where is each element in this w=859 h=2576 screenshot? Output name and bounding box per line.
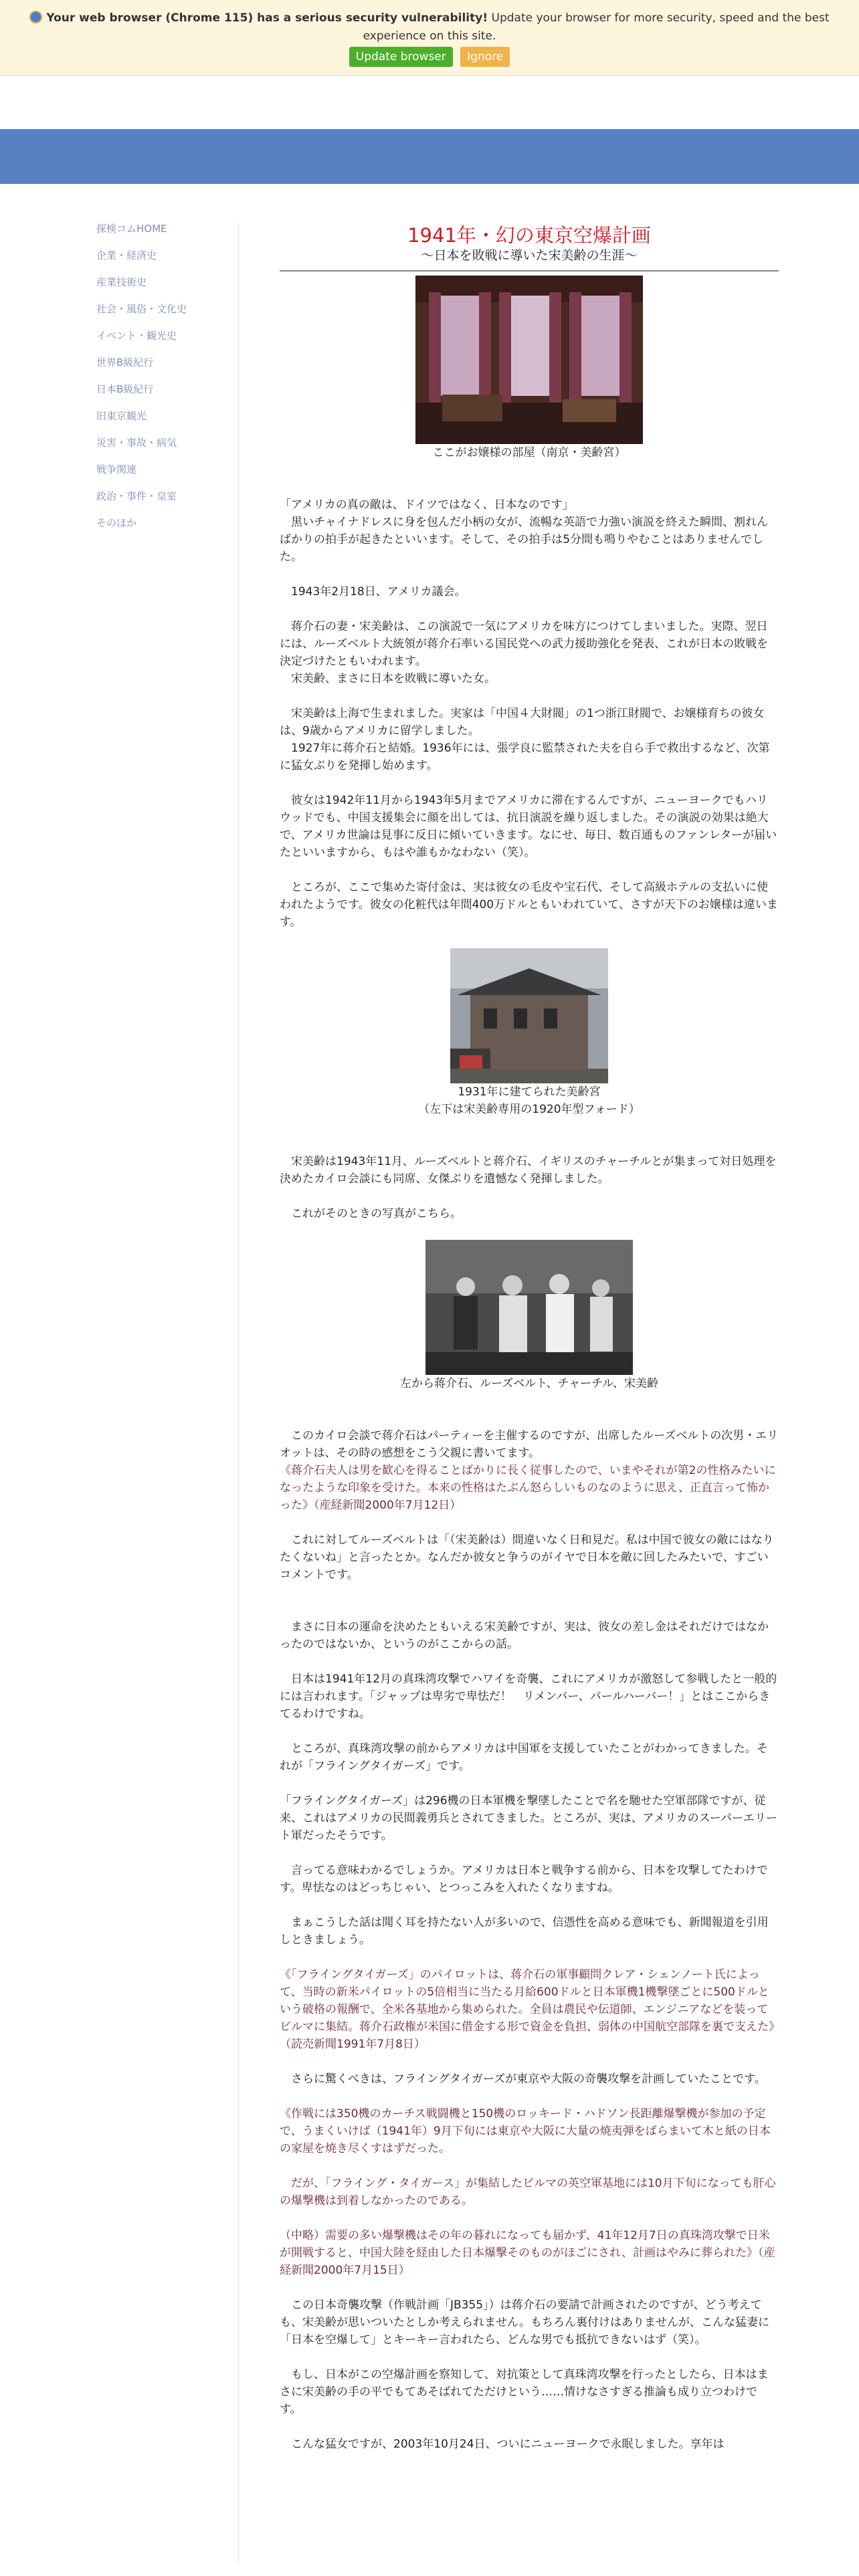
paragraph: ところが、真珠湾攻撃の前からアメリカは中国軍を支援していたことがわかってきました。それが「フライングタイガーズ」です。 — [280, 1742, 768, 1773]
sidebar-item-world[interactable]: 世界B級紀行 — [96, 356, 154, 368]
quote-paragraph: （中略）需要の多い爆撃機はその年の暮れになっても届かず、41年12月7日の真珠湾攻撃で日米が開戦すると、中国大陸を経由した日本爆撃そのものがほごにされ、計画はやみに葬られた》（産経新聞2000年7月15日） — [280, 2229, 775, 2277]
banner-bold-text: Your web browser (Chrome 115) has a serious security vulnerability! — [46, 11, 488, 25]
banner-buttons — [0, 47, 859, 67]
paragraph: まぁこうした話は聞く耳を持たない人が多いので、信憑性を高める意味でも、新聞報道を引用しときましょう。 — [280, 1916, 769, 1947]
quote-text: 《蒋介石夫人は男を歓心を得ることばかりに長く従事したので、いまやそれが第2の性格みたいになったような印象を受けた。本来の性格はたぶん怒らしいものなのように思え、正直言って怖かった》（産経新聞2000年7月12日） — [280, 1464, 776, 1512]
title-divider — [280, 270, 779, 272]
article — [280, 219, 779, 2470]
shield-icon — [29, 11, 42, 23]
sidebar-item-business[interactable]: 企業・経済史 — [96, 249, 157, 261]
banner-message — [0, 9, 859, 45]
page-subtitle: 〜日本を敗戦に導いた宋美齢の生涯〜 — [421, 248, 638, 263]
page-title: 1941年・幻の東京空爆計画 — [407, 224, 651, 247]
sidebar-item-culture[interactable]: 社会・風俗・文化史 — [96, 303, 187, 315]
paragraph: ところが、ここで集めた寄付金は、実は彼女の毛皮や宝石代、そして高級ホテルの支払いに使われたようです。彼女の化粧代は年間400万ドルともいわれていて、さすが天下のお嬢様は違います。 — [280, 881, 778, 929]
paragraph: 宋美齢は上海で生まれました。実家は「中国４大財閥」の1つ浙江財閥で、お嬢様育ちの彼女は、9歳からアメリカに留学しました。 1927年に蒋介石と結婚。1936年には、張学良に監禁された夫を自ら手で救出するなど、次第に猛女ぶりを発揮し始めます。 — [280, 707, 770, 772]
paragraph: 1943年2月18日、アメリカ議会。 — [280, 585, 466, 599]
sidebar-item-japan[interactable]: 日本B級紀行 — [96, 383, 154, 395]
paragraph: 「フライングタイガーズ」は296機の日本軍機を撃墜したことで名を馳せた空軍部隊ですが、従来、これはアメリカの民間義勇兵とされてきました。ところが、実は、アメリカのスーパーエリート軍だったそうです。 — [280, 1794, 777, 1842]
paragraph: 蒋介石の妻・宋美齢は、この演説で一気にアメリカを味方につけてしまいました。実際、翌日には、ルーズベルト大統領が蒋介石率いる国民党への武力援助強化を発表、これが日本の敗戦を決定づけたともいわれます。 宋美齢、まさに日本を敗戦に導いた女。 — [280, 620, 769, 685]
update-browser-button[interactable]: Update browser — [349, 47, 453, 67]
caption-palace: 1931年に建てられた美齢宮 — [458, 1085, 601, 1099]
sidebar-item-industry[interactable]: 産業技術史 — [96, 276, 147, 288]
cairo-photo — [425, 1240, 633, 1375]
caption-palace-note: （左下は宋美齢専用の1920年型フォード） — [418, 1103, 640, 1116]
paragraph: 言ってる意味わかるでしょうか。アメリカは日本と戦争する前から、日本を攻撃してたわけです。卑怯なのはどっちじゃい、とつっこみを入れたくなりますね。 — [280, 1864, 768, 1895]
paragraph: 「アメリカの真の敵は、ドイツではなく、日本なのです」 黒いチャイナドレスに身を包んだ小柄の女が、流暢な英語で力強い演説を終えた瞬間、割れんばかりの拍手が起きたといいます。そして、その拍手は5分間も鳴りやむことはありませんでした。 — [280, 498, 768, 564]
sidebar-item-home[interactable]: 探検コムHOME — [96, 223, 167, 235]
sidebar-nav — [96, 222, 230, 543]
paragraph: これがそのときの写真がこちら。 — [280, 1207, 462, 1220]
paragraph: もし、日本がこの空爆計画を察知して、対抗策として真珠湾攻撃を行ったとしたら、日本はまさに宋美齢の手の平でもてあそばれてただけという……情けなさすぎる推論も成り立つわけです。 — [280, 2368, 769, 2416]
header-bar — [0, 129, 859, 184]
quote-paragraph: 《「フライングタイガーズ」のパイロットは、蒋介石の軍事顧問クレア・シェンノート氏によって、当時の新米パイロットの5倍相当に当たる月給600ドルと日本軍機1機撃墜ごとに500ドルという破格の報酬で、全米各基地から集められた。全員は農民や伝道師、エンジニアなどを装ってビルマに集結。蒋介石政権が米国に借金する形で資金を負担、弱体の中国航空部隊を裏で支えた》（読売新聞1991年7月8日） — [280, 1968, 775, 2051]
figure-room — [280, 276, 779, 461]
paragraph: こんな猛女ですが、2003年10月24日、ついにニューヨークで永眠しました。享年は — [280, 2438, 725, 2451]
figure-cairo — [280, 1240, 779, 1392]
banner-rest-text: Update your browser for more security, speed and the best experience on this site. — [363, 11, 830, 43]
paragraph: 彼女は1942年11月から1943年5月までアメリカに滞在するんですが、ニューヨークでもハリウッドでも、中国支援集会に顔を出しては、抗日演説を繰り返しました。その演説の効果は絶大で、アメリカ世論は見事に反日に傾いていきます。なにせ、毎日、数百通ものファンレターが届いたといいますから、もはや誰もかなわない（笑）。 — [280, 794, 777, 859]
paragraph-text: このカイロ会談で蒋介石はパーティーを主催するのですが、出席したルーズベルトの次男・エリオットは、その時の感想をこう父親に書いてます。 — [280, 1429, 779, 1460]
quote-paragraph: 《作戦には350機のカーチス戦闘機と150機のロッキード・ハドソン長距離爆撃機が参加の予定で、うまくいけば（1941年）9月下旬には東京や大阪に大量の焼夷弾をばらまいて木と紙の日本の家屋を焼き尽くすはずだった。 — [280, 2107, 771, 2155]
sidebar-item-events[interactable]: イベント・観光史 — [96, 330, 177, 342]
sidebar-item-politics[interactable]: 政治・事件・皇室 — [96, 490, 177, 502]
ignore-button[interactable]: Ignore — [460, 47, 510, 67]
paragraph — [280, 1427, 779, 1514]
browser-update-banner — [0, 0, 859, 76]
sidebar-item-war[interactable]: 戦争関連 — [96, 463, 137, 475]
paragraph: 宋美齢は1943年11月、ルーズベルトと蒋介石、イギリスのチャーチルとが集まって対日処理を決めたカイロ会談にも同席、女傑ぶりを遺憾なく発揮しました。 — [280, 1155, 777, 1186]
caption-cairo: 左から蒋介石、ルーズベルト、チャーチル、宋美齢 — [400, 1377, 658, 1390]
sidebar-item-other[interactable]: そのほか — [96, 517, 137, 529]
palace-photo — [450, 948, 608, 1083]
figure-palace — [280, 948, 779, 1118]
paragraph: この日本奇襲攻撃（作戦計画「JB355」）は蒋介石の要請で計画されたのですが、どう考えても、宋美齢が思いついたとしか考えられません。もちろん裏付けはありませんが、こんな猛妻に「日本を空爆して」とキーキー言われたら、どんな男でも抵抗できないはず（笑）。 — [280, 2298, 770, 2347]
paragraph: 日本は1941年12月の真珠湾攻撃でハワイを奇襲、これにアメリカが激怒して参戦したと一般的には言われます。「ジャップは卑劣で卑怯だ！ リメンバー、パールハーバー！」とはここからきてるわけですね。 — [280, 1673, 777, 1721]
caption-room: ここがお嬢様の部屋（南京・美齢宮） — [432, 446, 626, 459]
sidebar-divider — [238, 222, 239, 2563]
quote-paragraph: だが、「フライング・タイガース」が集結したビルマの英空軍基地には10月下旬になっても肝心の爆撃機は到着しなかったのである。 — [280, 2177, 776, 2208]
paragraph: さらに驚くべきは、フライングタイガーズが東京や大阪の奇襲攻撃を計画していたことです。 — [280, 2072, 766, 2086]
room-photo — [415, 276, 643, 444]
sidebar-item-disaster[interactable]: 災害・事故・病気 — [96, 437, 177, 449]
sidebar-item-old-tokyo[interactable]: 旧東京観光 — [96, 410, 147, 422]
paragraph: これに対してルーズベルトは「（宋美齢は）間違いなく日和見だ。私は中国で彼女の敵にはなりたくないね」と言ったとか。なんだか彼女と争うのがイヤで日本を敵に回したみたいで、すごいコメントです。 — [280, 1533, 774, 1582]
paragraph: まさに日本の運命を決めたともいえる宋美齢ですが、実は、彼女の差し金はそれだけではなかったのではないか、というのがここからの話。 — [280, 1620, 769, 1651]
